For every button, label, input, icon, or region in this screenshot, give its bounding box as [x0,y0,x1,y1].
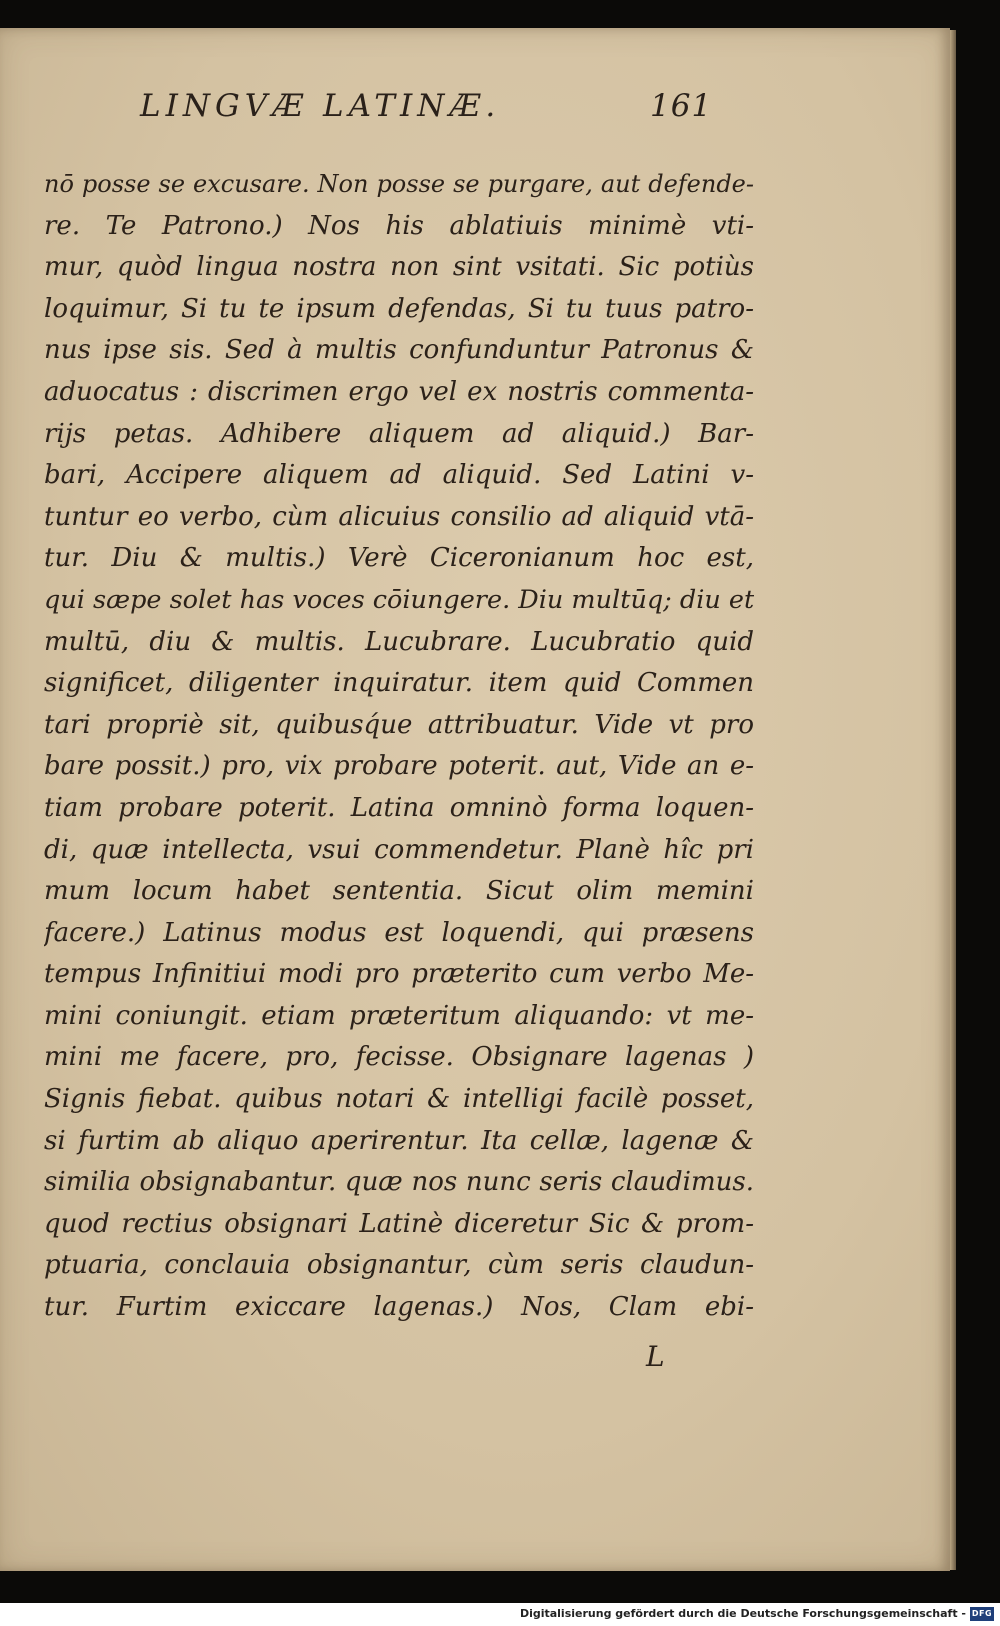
text-line: mini coniungit. etiam præteritum aliquando: vt me- [44,1000,754,1031]
text-line: similia obsignabantur. quæ nos nunc seris claudimus. [44,1167,754,1198]
text-line: tempus Infinitiui modi pro præterito cum verbo Me- [44,959,754,990]
text-line: tiam probare poterit. Latina omninò forma loquen- [44,792,754,823]
text-line: rijs petas. Adhibere aliquem ad aliquid.) Bar- [44,418,754,449]
text-line: tuntur eo verbo, cùm alicuius consilio ad aliquid vtā- [44,501,754,532]
text-line: multū, diu & multis. Lucubrare. Lucubratio quid [44,626,754,657]
dfg-logo-icon: DFG [970,1607,994,1621]
text-line: Signis fiebat. quibus notari & intelligi facilè posset, [44,1084,754,1115]
book-page [0,28,950,1571]
text-line: di, quæ intellecta, vsui commendetur. Planè hîc pri [44,834,754,865]
text-line: nus ipse sis. Sed à multis confunduntur Patronus & [44,335,754,366]
text-line: re. Te Patrono.) Nos his ablatiuis minimè vti- [44,210,754,241]
text-line: mum locum habet sententia. Sicut olim memini [44,876,754,907]
text-line: quod rectius obsignari Latinè diceretur Sic & prom- [44,1208,754,1239]
body-text [44,164,754,1329]
running-title: LINGVÆ LATINÆ. [140,88,501,124]
text-line: loquimur, Si tu te ipsum defendas, Si tu tuus patro- [44,293,754,324]
text-line: tur. Diu & multis.) Verè Ciceronianum hoc est, [44,543,754,574]
text-line: mini me facere, pro, fecisse. Obsignare lagenas ) [44,1042,754,1073]
text-line: qui sæpe solet has voces cōiungere. Diu multūq; diu et [44,584,754,615]
catchword: L [646,1340,665,1373]
text-line: facere.) Latinus modus est loquendi, qui præsens [44,917,754,948]
text-line: si furtim ab aliquo aperirentur. Ita cellæ, lagenæ & [44,1125,754,1156]
text-line: significet, diligenter inquiratur. item quid Commen [44,668,754,699]
text-line: bare possit.) pro, vix probare poterit. aut, Vide an e- [44,751,754,782]
text-line: aduocatus : discrimen ergo vel ex nostris commenta- [44,376,754,407]
funding-credit: Digitalisierung gefördert durch die Deutsche Forschungsgemeinschaft - [519,1607,966,1620]
text-line: tur. Furtim exiccare lagenas.) Nos, Clam ebi- [44,1292,754,1323]
text-line: nō posse se excusare. Non posse se purgare, aut defende- [44,170,754,198]
digitization-footer [0,1603,1000,1626]
text-line: mur, quòd lingua nostra non sint vsitati. Sic potiùs [44,252,754,283]
text-line: tari propriè sit, quibusq́ue attribuatur. Vide vt pro [44,709,754,740]
text-line: bari, Accipere aliquem ad aliquid. Sed Latini v- [44,460,754,491]
page-number: 161 [650,88,713,124]
text-line: ptuaria, conclauia obsignantur, cùm seris claudun- [44,1250,754,1281]
page-edge [950,30,956,1570]
